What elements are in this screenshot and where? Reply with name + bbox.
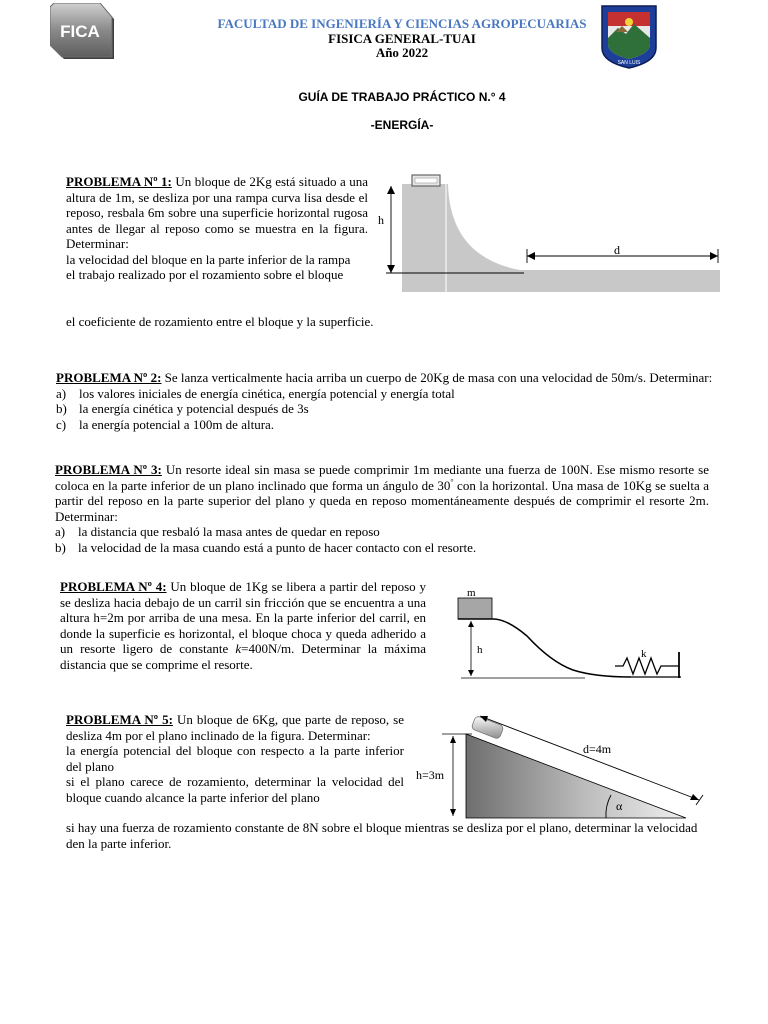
problem-2-statement: PROBLEMA Nº 2: Se lanza verticalmente hacia arriba un cuerpo de 20Kg de masa con una velocidad de 50m/s. Determinar:: [56, 370, 713, 385]
incline-figure: [412, 710, 712, 822]
problem-2-title: PROBLEMA Nº 2:: [56, 370, 162, 385]
faculty-name: FACULTAD DE INGENIERÍA Y CIENCIAS AGROPECUARIAS: [217, 16, 587, 31]
problem-3-statement: PROBLEMA Nº 3: Un resorte ideal sin masa se puede comprimir 1m mediante una fuerza de 100N. Ese mismo resorte se coloca en la parte inferior de un plano inclinado que forma un ángulo de 30° con la horizontal. Una masa de 10Kg se suelta a partir del reposo en la parte superior del plano y queda en reposo momentáneamente después de comprimir el resorte 2m. Determinar:: [55, 462, 709, 524]
fica-logo-text: FICA: [60, 22, 100, 41]
problem-2-item-c: c) la energía potencial a 100m de altura.: [56, 416, 275, 432]
problem-5-title: PROBLEMA Nº 5:: [66, 712, 173, 727]
block-mass-label: m: [467, 587, 476, 599]
incline-distance-label: d=4m: [583, 742, 612, 756]
problem-2: [56, 370, 716, 432]
problem-1-item-3: el coeficiente de rozamiento entre el bloque y la superficie.: [66, 314, 374, 329]
course-name: FISICA GENERAL-TUAI: [328, 31, 476, 46]
university-seal: [600, 2, 658, 70]
problem-1-item-1: la velocidad del bloque en la parte inferior de la rampa: [66, 251, 351, 267]
document-subtitle: -ENERGÍA-: [370, 118, 434, 132]
ramp-figure: [370, 172, 722, 296]
year-label: Año 2022: [375, 45, 429, 60]
problem-5-item-3: si hay una fuerza de rozamiento constante de 8N sobre el bloque mientras se desliza por el plano, determinar la velocidad den la parte inferior.: [66, 820, 698, 851]
problem-3-item-b: b) la velocidad de la masa cuando está a punto de hacer contacto con el resorte.: [55, 539, 477, 555]
problem-5-item-1: la energía potencial del bloque con respecto a la parte inferior del plano: [66, 743, 404, 774]
problem-4-title: PROBLEMA Nº 4:: [60, 579, 167, 594]
problem-4: [60, 579, 426, 672]
seal-text: SAN LUIS: [617, 60, 641, 66]
ramp-height-label: h: [378, 213, 384, 227]
document-title: GUÍA DE TRABAJO PRÁCTICO N.° 4: [298, 90, 506, 104]
problem-2-item-a: a) los valores iniciales de energía cinética, energía potencial y energía total: [56, 385, 455, 401]
problem-2-item-b: b) la energía cinética y potencial después de 3s: [56, 401, 309, 416]
problem-1-statement: PROBLEMA Nº 1: Un bloque de 2Kg está situado a una altura de 1m, se desliza por una rampa curva lisa desde el reposo, resbala 6m sobre una superficie horizontal rugosa antes de llegar al reposo como se muestra en la figura. Determinar:: [66, 174, 368, 251]
incline-height-label: h=3m: [416, 768, 445, 782]
problem-4-statement: PROBLEMA Nº 4: Un bloque de 1Kg se libera a partir del reposo y se desliza hacia debajo de un carril sin fricción que se encuentra a una altura h=2m por arriba de una mesa. En la parte inferior del carril, en donde la superficie es horizontal, el bloque choca y queda adherido a un resorte ligero de constante k=400N/m. Determinar la máxima distancia que se comprime el resorte.: [60, 579, 426, 672]
problem-3: [55, 462, 709, 555]
problem-3-title: PROBLEMA Nº 3:: [55, 462, 162, 477]
problem-1-item-2: el trabajo realizado por el rozamiento sobre el bloque: [66, 267, 344, 282]
problem-5-statement: PROBLEMA Nº 5: Un bloque de 6Kg, que parte de reposo, se desliza 4m por el plano inclinado de la figura. Determinar:: [66, 712, 405, 743]
track-height-label: h: [477, 644, 483, 656]
spring-constant-label: k: [641, 648, 647, 660]
problem-1-title: PROBLEMA Nº 1:: [66, 174, 172, 189]
incline-angle-label: α: [616, 799, 623, 813]
fica-logo: [50, 3, 116, 61]
problem-5: [66, 712, 404, 805]
problem-3-item-a: a) la distancia que resbaló la masa antes de quedar en reposo: [55, 524, 380, 539]
ramp-distance-label: d: [614, 243, 620, 257]
problem-1: [66, 174, 368, 283]
problem-5-item-2: si el plano carece de rozamiento, determinar la velocidad del bloque cuando alcance la parte inferior del plano: [66, 774, 404, 805]
track-spring-figure: [455, 586, 687, 682]
